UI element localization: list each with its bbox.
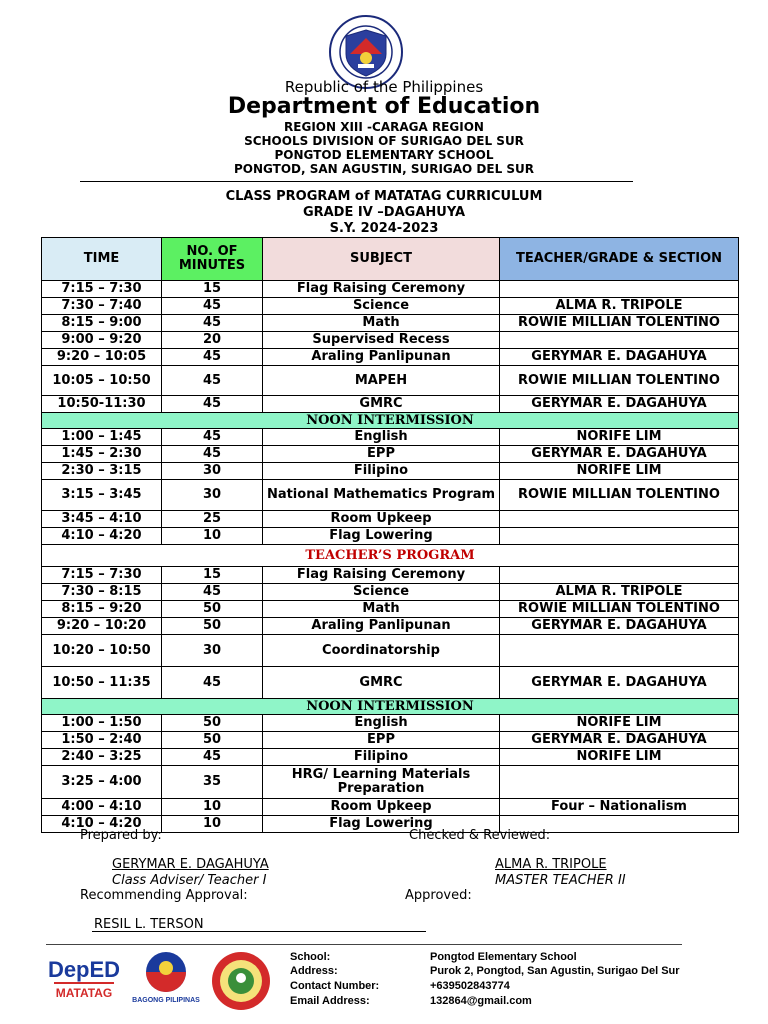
matatag-logo-text: MATATAG — [55, 986, 113, 1000]
teacher-cell: ROWIE MILLIAN TOLENTINO — [500, 601, 739, 618]
teacher-cell — [500, 567, 739, 584]
schedule-row — [42, 732, 739, 749]
schedule-row — [42, 528, 739, 545]
subject-column-header: SUBJECT — [263, 238, 500, 281]
bagong-pilipinas-text: BAGONG PILIPINAS — [132, 997, 200, 1004]
time-cell: 4:00 – 4:10 — [42, 799, 162, 816]
bagong-pilipinas-logo — [130, 950, 202, 1006]
noon-intermission-row — [42, 699, 739, 715]
minutes-cell: 10 — [162, 528, 263, 545]
teacher-cell: NORIFE LIM — [500, 749, 739, 766]
time-cell: 8:15 – 9:20 — [42, 601, 162, 618]
schedule-row — [42, 584, 739, 601]
subject-cell: Flag Lowering — [263, 816, 500, 833]
schedule-row — [42, 715, 739, 732]
schedule-row — [42, 396, 739, 413]
division-heading: SCHOOLS DIVISION OF SURIGAO DEL SUR — [244, 134, 524, 148]
time-cell: 8:15 – 9:00 — [42, 315, 162, 332]
time-cell: 4:10 – 4:20 — [42, 528, 162, 545]
schedule-row — [42, 463, 739, 480]
recommender-signature-line — [92, 931, 426, 932]
time-cell: 7:30 – 8:15 — [42, 584, 162, 601]
schedule-row — [42, 766, 739, 799]
noon-intermission-row — [42, 413, 739, 429]
minutes-cell: 15 — [162, 281, 263, 298]
schedule-row — [42, 480, 739, 511]
subject-cell: National Mathematics Program — [263, 480, 500, 511]
teacher-cell: GERYMAR E. DAGAHUYA — [500, 667, 739, 699]
minutes-cell: 45 — [162, 366, 263, 396]
subject-cell: HRG/ Learning Materials Preparation — [263, 766, 500, 799]
schedule-row — [42, 446, 739, 463]
header-divider — [80, 181, 633, 182]
preparer-title: Class Adviser/ Teacher I — [112, 873, 267, 888]
minutes-cell: 50 — [162, 732, 263, 749]
teacher-cell — [500, 511, 739, 528]
minutes-cell: 45 — [162, 396, 263, 413]
subject-cell: GMRC — [263, 396, 500, 413]
teacher-cell: GERYMAR E. DAGAHUYA — [500, 446, 739, 463]
schedule-row — [42, 567, 739, 584]
subject-cell: MAPEH — [263, 366, 500, 396]
subject-cell: Math — [263, 601, 500, 618]
teacher-cell — [500, 528, 739, 545]
address-info-value: Purok 2, Pongtod, San Agustin, Surigao Del Sur — [430, 965, 680, 977]
time-cell: 1:00 – 1:45 — [42, 429, 162, 446]
subject-cell: Room Upkeep — [263, 511, 500, 528]
subject-cell: Room Upkeep — [263, 799, 500, 816]
table-header-row — [42, 238, 739, 281]
checker-title: MASTER TEACHER II — [495, 873, 626, 888]
time-cell: 3:15 – 3:45 — [42, 480, 162, 511]
address-heading: PONGTOD, SAN AGUSTIN, SURIGAO DEL SUR — [233, 162, 535, 176]
minutes-cell: 25 — [162, 511, 263, 528]
teacher-cell: ROWIE MILLIAN TOLENTINO — [500, 366, 739, 396]
minutes-cell: 10 — [162, 816, 263, 833]
address-info-label: Address: — [290, 965, 338, 977]
minutes-cell: 15 — [162, 567, 263, 584]
school-info-label: School: — [290, 951, 331, 963]
teachers-program-heading: TEACHER’S PROGRAM — [42, 545, 739, 567]
subject-cell: English — [263, 715, 500, 732]
checked-reviewed-label: Checked & Reviewed: — [409, 828, 551, 843]
subject-cell: Math — [263, 315, 500, 332]
schedule-row — [42, 332, 739, 349]
teacher-cell: GERYMAR E. DAGAHUYA — [500, 396, 739, 413]
minutes-cell: 45 — [162, 584, 263, 601]
subject-cell: Flag Raising Ceremony — [263, 281, 500, 298]
time-cell: 10:50 – 11:35 — [42, 667, 162, 699]
time-cell: 10:50-11:30 — [42, 396, 162, 413]
program-title: CLASS PROGRAM of MATATAG CURRICULUM — [225, 189, 543, 204]
schedule-row — [42, 281, 739, 298]
minutes-cell: 30 — [162, 463, 263, 480]
minutes-cell: 45 — [162, 749, 263, 766]
minutes-cell: 45 — [162, 298, 263, 315]
subject-cell: Science — [263, 584, 500, 601]
time-cell: 4:10 – 4:20 — [42, 816, 162, 833]
checker-name: ALMA R. TRIPOLE — [495, 857, 607, 872]
teachers-program-heading-row — [42, 545, 739, 567]
minutes-cell: 50 — [162, 601, 263, 618]
teacher-cell: Four – Nationalism — [500, 799, 739, 816]
minutes-cell: 30 — [162, 635, 263, 667]
recommender-name: RESIL L. TERSON — [94, 917, 204, 932]
time-cell: 1:50 – 2:40 — [42, 732, 162, 749]
department-heading: Department of Education — [227, 94, 541, 119]
time-cell: 9:00 – 9:20 — [42, 332, 162, 349]
subject-cell: Science — [263, 298, 500, 315]
subject-cell: GMRC — [263, 667, 500, 699]
time-cell: 7:15 – 7:30 — [42, 567, 162, 584]
country-heading: Republic of the Philippines — [284, 78, 484, 96]
recommending-approval-label: Recommending Approval: — [80, 888, 248, 903]
subject-cell: EPP — [263, 732, 500, 749]
minutes-cell: 30 — [162, 480, 263, 511]
time-cell: 2:30 – 3:15 — [42, 463, 162, 480]
time-cell: 9:20 – 10:05 — [42, 349, 162, 366]
contact-info-label: Contact Number: — [290, 980, 380, 992]
schedule-row — [42, 511, 739, 528]
teacher-cell: NORIFE LIM — [500, 715, 739, 732]
teacher-cell — [500, 281, 739, 298]
teacher-cell — [500, 766, 739, 799]
approved-label: Approved: — [405, 888, 472, 903]
minutes-cell: 50 — [162, 715, 263, 732]
teacher-cell — [500, 332, 739, 349]
minutes-column-header: NO. OF MINUTES — [162, 238, 263, 281]
subject-cell: Flag Raising Ceremony — [263, 567, 500, 584]
minutes-cell: 10 — [162, 799, 263, 816]
teacher-cell: NORIFE LIM — [500, 463, 739, 480]
teacher-cell: GERYMAR E. DAGAHUYA — [500, 618, 739, 635]
teacher-cell: ALMA R. TRIPOLE — [500, 298, 739, 315]
program-grade: GRADE IV –DAGAHUYA — [302, 205, 466, 220]
teacher-column-header: TEACHER/GRADE & SECTION — [500, 238, 739, 281]
deped-logo-text: DepED — [48, 957, 120, 982]
subject-cell: Araling Panlipunan — [263, 349, 500, 366]
minutes-cell: 45 — [162, 446, 263, 463]
preparer-name: GERYMAR E. DAGAHUYA — [112, 857, 269, 872]
schedule-row — [42, 618, 739, 635]
school-info-value: Pongtod Elementary School — [430, 951, 577, 963]
time-cell: 1:45 – 2:30 — [42, 446, 162, 463]
schedule-row — [42, 298, 739, 315]
time-cell: 1:00 – 1:50 — [42, 715, 162, 732]
teacher-cell: ROWIE MILLIAN TOLENTINO — [500, 480, 739, 511]
subject-cell: Filipino — [263, 749, 500, 766]
subject-cell: English — [263, 429, 500, 446]
schedule-row — [42, 635, 739, 667]
subject-cell: EPP — [263, 446, 500, 463]
schedule-row — [42, 349, 739, 366]
minutes-cell: 50 — [162, 618, 263, 635]
time-cell: 10:05 – 10:50 — [42, 366, 162, 396]
program-school-year: S.Y. 2024-2023 — [329, 221, 439, 236]
minutes-cell: 45 — [162, 429, 263, 446]
time-cell: 9:20 – 10:20 — [42, 618, 162, 635]
region-heading: REGION XIII -CARAGA REGION — [284, 120, 484, 134]
schedule-row — [42, 799, 739, 816]
school-seal-logo — [208, 950, 274, 1012]
time-cell: 3:25 – 4:00 — [42, 766, 162, 799]
time-cell: 7:15 – 7:30 — [42, 281, 162, 298]
subject-cell: Filipino — [263, 463, 500, 480]
teacher-cell — [500, 635, 739, 667]
schedule-row — [42, 366, 739, 396]
minutes-cell: 20 — [162, 332, 263, 349]
teacher-cell: ALMA R. TRIPOLE — [500, 584, 739, 601]
schedule-row — [42, 601, 739, 618]
schedule-row — [42, 667, 739, 699]
teacher-cell: ROWIE MILLIAN TOLENTINO — [500, 315, 739, 332]
subject-cell: Supervised Recess — [263, 332, 500, 349]
schedule-row — [42, 749, 739, 766]
subject-cell: Araling Panlipunan — [263, 618, 500, 635]
deped-matatag-logo — [48, 952, 120, 1004]
schedule-row — [42, 429, 739, 446]
minutes-cell: 35 — [162, 766, 263, 799]
time-cell: 10:20 – 10:50 — [42, 635, 162, 667]
noon-intermission: NOON INTERMISSION — [42, 413, 739, 429]
email-info-value: 132864@gmail.com — [430, 995, 532, 1007]
schedule-row — [42, 315, 739, 332]
noon-intermission: NOON INTERMISSION — [42, 699, 739, 715]
prepared-by-label: Prepared by: — [80, 828, 162, 843]
email-info-label: Email Address: — [290, 995, 370, 1007]
time-cell: 3:45 – 4:10 — [42, 511, 162, 528]
minutes-cell: 45 — [162, 315, 263, 332]
subject-cell: Coordinatorship — [263, 635, 500, 667]
footer-divider — [46, 944, 682, 945]
time-cell: 2:40 – 3:25 — [42, 749, 162, 766]
school-heading: PONGTOD ELEMENTARY SCHOOL — [274, 148, 494, 162]
teacher-cell: GERYMAR E. DAGAHUYA — [500, 732, 739, 749]
subject-cell: Flag Lowering — [263, 528, 500, 545]
schedule-table — [41, 237, 739, 833]
time-column-header: TIME — [42, 238, 162, 281]
teacher-cell: NORIFE LIM — [500, 429, 739, 446]
time-cell: 7:30 – 7:40 — [42, 298, 162, 315]
minutes-cell: 45 — [162, 667, 263, 699]
contact-info-value: +639502843774 — [430, 980, 510, 992]
teacher-cell: GERYMAR E. DAGAHUYA — [500, 349, 739, 366]
minutes-cell: 45 — [162, 349, 263, 366]
